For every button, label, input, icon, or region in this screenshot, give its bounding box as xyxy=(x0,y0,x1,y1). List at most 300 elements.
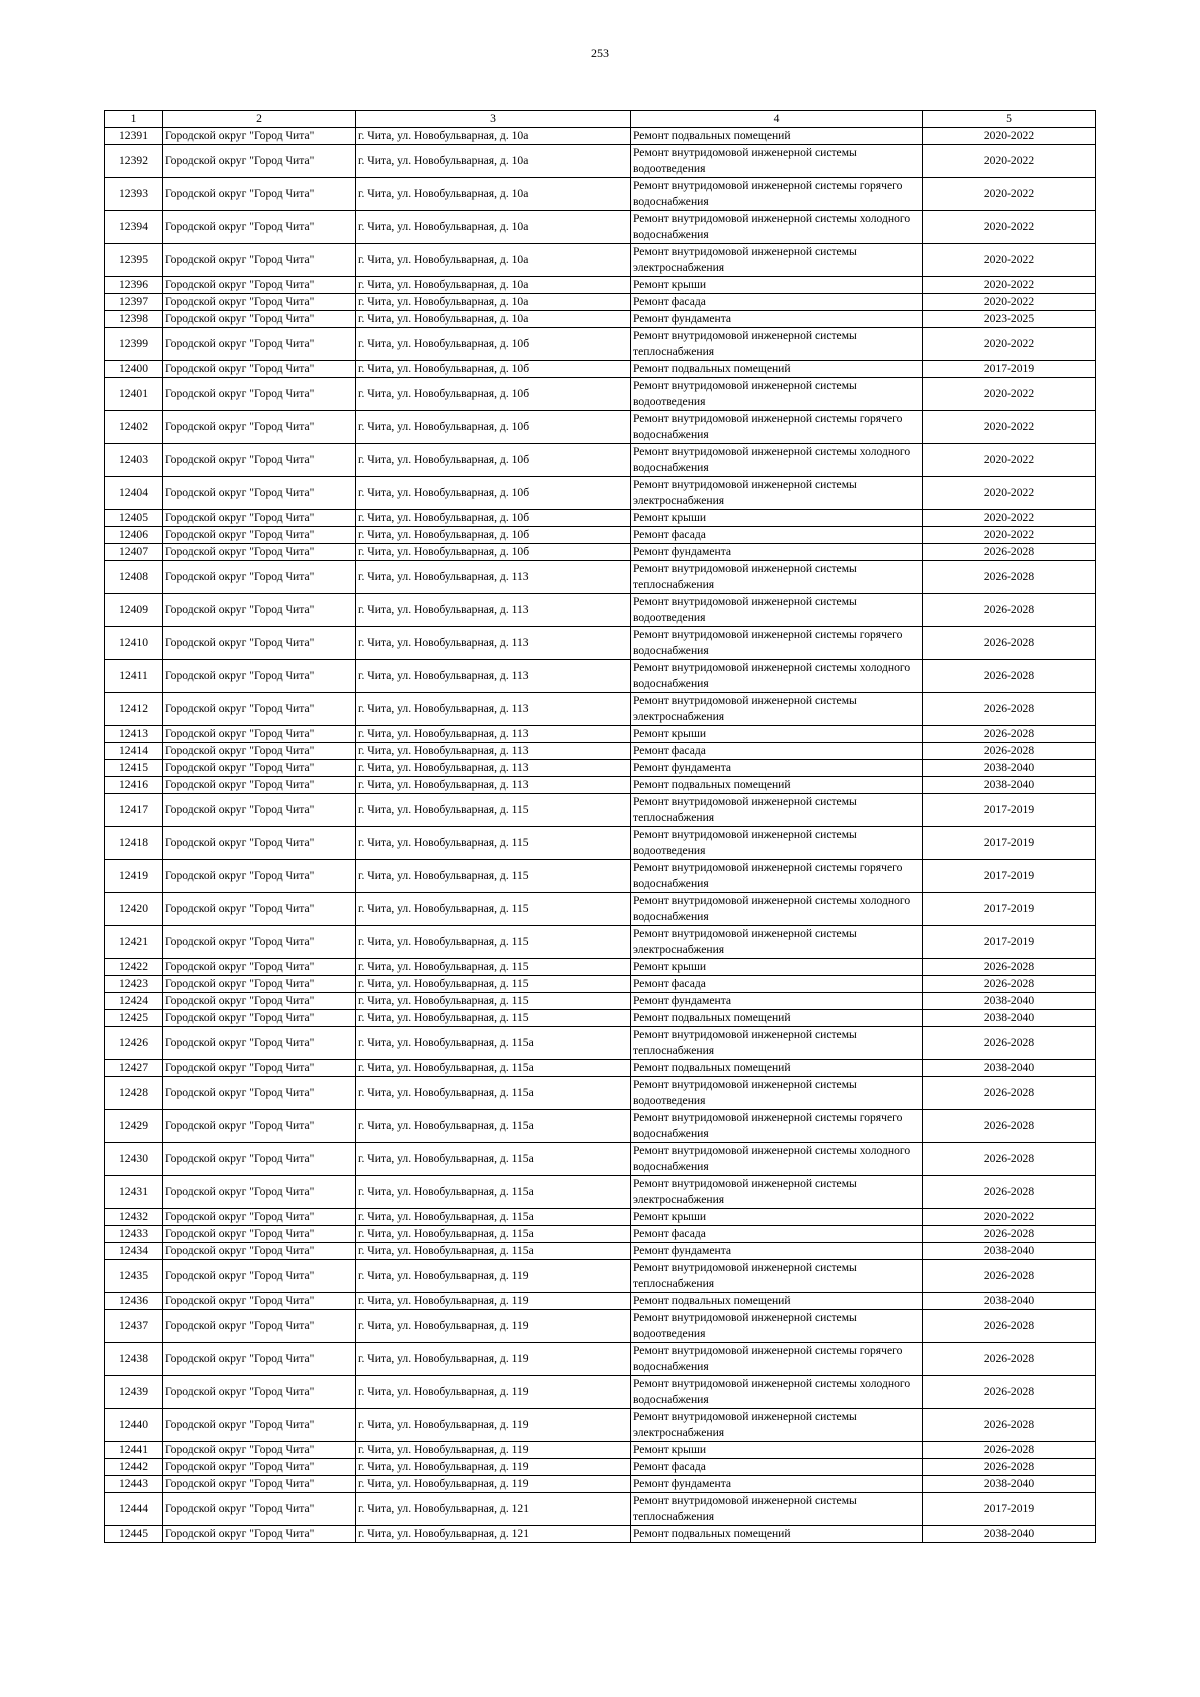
municipality-cell: Городской округ "Город Чита" xyxy=(163,743,356,760)
municipality-cell: Городской округ "Город Чита" xyxy=(163,328,356,361)
row-number-cell: 12421 xyxy=(105,926,163,959)
municipality-cell: Городской округ "Город Чита" xyxy=(163,1409,356,1442)
address-cell: г. Чита, ул. Новобульварная, д. 10а xyxy=(356,294,631,311)
repair-schedule-table xyxy=(104,110,1096,1543)
work-type-cell: Ремонт внутридомовой инженерной системы холодного водоснабжения xyxy=(631,893,923,926)
municipality-cell: Городской округ "Город Чита" xyxy=(163,594,356,627)
work-type-cell: Ремонт крыши xyxy=(631,1442,923,1459)
row-number-cell: 12418 xyxy=(105,827,163,860)
row-number-cell: 12401 xyxy=(105,378,163,411)
period-cell: 2038-2040 xyxy=(923,1010,1096,1027)
work-type-cell: Ремонт фундамента xyxy=(631,760,923,777)
row-number-cell: 12424 xyxy=(105,993,163,1010)
table-row xyxy=(105,1143,1096,1176)
row-number-cell: 12398 xyxy=(105,311,163,328)
table-row xyxy=(105,1493,1096,1526)
address-cell: г. Чита, ул. Новобульварная, д. 10б xyxy=(356,361,631,378)
work-type-cell: Ремонт крыши xyxy=(631,726,923,743)
municipality-cell: Городской округ "Город Чита" xyxy=(163,1243,356,1260)
work-type-cell: Ремонт внутридомовой инженерной системы теплоснабжения xyxy=(631,1260,923,1293)
period-cell: 2017-2019 xyxy=(923,860,1096,893)
work-type-cell: Ремонт внутридомовой инженерной системы водоотведения xyxy=(631,378,923,411)
work-type-cell: Ремонт внутридомовой инженерной системы холодного водоснабжения xyxy=(631,1143,923,1176)
row-number-cell: 12405 xyxy=(105,510,163,527)
municipality-cell: Городской округ "Город Чита" xyxy=(163,777,356,794)
table-row xyxy=(105,959,1096,976)
work-type-cell: Ремонт крыши xyxy=(631,959,923,976)
address-cell: г. Чита, ул. Новобульварная, д. 10а xyxy=(356,211,631,244)
address-cell: г. Чита, ул. Новобульварная, д. 10а xyxy=(356,311,631,328)
municipality-cell: Городской округ "Город Чита" xyxy=(163,1060,356,1077)
row-number-cell: 12406 xyxy=(105,527,163,544)
work-type-cell: Ремонт фундамента xyxy=(631,993,923,1010)
address-cell: г. Чита, ул. Новобульварная, д. 115а xyxy=(356,1060,631,1077)
municipality-cell: Городской округ "Город Чита" xyxy=(163,827,356,860)
municipality-cell: Городской округ "Город Чита" xyxy=(163,1110,356,1143)
address-cell: г. Чита, ул. Новобульварная, д. 119 xyxy=(356,1442,631,1459)
municipality-cell: Городской округ "Город Чита" xyxy=(163,1027,356,1060)
municipality-cell: Городской округ "Город Чита" xyxy=(163,1143,356,1176)
work-type-cell: Ремонт фасада xyxy=(631,1226,923,1243)
address-cell: г. Чита, ул. Новобульварная, д. 113 xyxy=(356,693,631,726)
period-cell: 2026-2028 xyxy=(923,1176,1096,1209)
table-row xyxy=(105,1027,1096,1060)
address-cell: г. Чита, ул. Новобульварная, д. 119 xyxy=(356,1459,631,1476)
table-row xyxy=(105,743,1096,760)
address-cell: г. Чита, ул. Новобульварная, д. 115 xyxy=(356,827,631,860)
address-cell: г. Чита, ул. Новобульварная, д. 115а xyxy=(356,1110,631,1143)
address-cell: г. Чита, ул. Новобульварная, д. 115а xyxy=(356,1143,631,1176)
address-cell: г. Чита, ул. Новобульварная, д. 113 xyxy=(356,594,631,627)
table-row xyxy=(105,860,1096,893)
work-type-cell: Ремонт внутридомовой инженерной системы водоотведения xyxy=(631,594,923,627)
work-type-cell: Ремонт подвальных помещений xyxy=(631,128,923,145)
municipality-cell: Городской округ "Город Чита" xyxy=(163,128,356,145)
work-type-cell: Ремонт внутридомовой инженерной системы горячего водоснабжения xyxy=(631,1110,923,1143)
row-number-cell: 12410 xyxy=(105,627,163,660)
period-cell: 2020-2022 xyxy=(923,411,1096,444)
address-cell: г. Чита, ул. Новобульварная, д. 115а xyxy=(356,1077,631,1110)
period-cell: 2020-2022 xyxy=(923,244,1096,277)
row-number-cell: 12400 xyxy=(105,361,163,378)
municipality-cell: Городской округ "Город Чита" xyxy=(163,726,356,743)
table-row xyxy=(105,693,1096,726)
work-type-cell: Ремонт внутридомовой инженерной системы электроснабжения xyxy=(631,693,923,726)
table-row xyxy=(105,211,1096,244)
municipality-cell: Городской округ "Город Чита" xyxy=(163,361,356,378)
period-cell: 2038-2040 xyxy=(923,1476,1096,1493)
column-header-3: 3 xyxy=(356,111,631,128)
table-body xyxy=(105,128,1096,1543)
row-number-cell: 12397 xyxy=(105,294,163,311)
period-cell: 2023-2025 xyxy=(923,311,1096,328)
row-number-cell: 12443 xyxy=(105,1476,163,1493)
row-number-cell: 12438 xyxy=(105,1343,163,1376)
municipality-cell: Городской округ "Город Чита" xyxy=(163,1310,356,1343)
address-cell: г. Чита, ул. Новобульварная, д. 119 xyxy=(356,1343,631,1376)
table-row xyxy=(105,361,1096,378)
work-type-cell: Ремонт внутридомовой инженерной системы водоотведения xyxy=(631,145,923,178)
row-number-cell: 12439 xyxy=(105,1376,163,1409)
row-number-cell: 12431 xyxy=(105,1176,163,1209)
period-cell: 2017-2019 xyxy=(923,827,1096,860)
work-type-cell: Ремонт внутридомовой инженерной системы электроснабжения xyxy=(631,244,923,277)
table-row xyxy=(105,378,1096,411)
period-cell: 2026-2028 xyxy=(923,627,1096,660)
address-cell: г. Чита, ул. Новобульварная, д. 121 xyxy=(356,1493,631,1526)
row-number-cell: 12409 xyxy=(105,594,163,627)
address-cell: г. Чита, ул. Новобульварная, д. 121 xyxy=(356,1526,631,1543)
column-header-2: 2 xyxy=(163,111,356,128)
municipality-cell: Городской округ "Город Чита" xyxy=(163,1442,356,1459)
address-cell: г. Чита, ул. Новобульварная, д. 115 xyxy=(356,926,631,959)
address-cell: г. Чита, ул. Новобульварная, д. 115а xyxy=(356,1243,631,1260)
row-number-cell: 12440 xyxy=(105,1409,163,1442)
municipality-cell: Городской округ "Город Чита" xyxy=(163,510,356,527)
municipality-cell: Городской округ "Город Чита" xyxy=(163,794,356,827)
table-row xyxy=(105,594,1096,627)
table-row xyxy=(105,145,1096,178)
work-type-cell: Ремонт фасада xyxy=(631,1459,923,1476)
municipality-cell: Городской округ "Город Чита" xyxy=(163,378,356,411)
column-header-4: 4 xyxy=(631,111,923,128)
period-cell: 2026-2028 xyxy=(923,1027,1096,1060)
table-row xyxy=(105,1293,1096,1310)
period-cell: 2038-2040 xyxy=(923,760,1096,777)
table-row xyxy=(105,544,1096,561)
period-cell: 2020-2022 xyxy=(923,128,1096,145)
period-cell: 2026-2028 xyxy=(923,660,1096,693)
row-number-cell: 12425 xyxy=(105,1010,163,1027)
table-row xyxy=(105,328,1096,361)
row-number-cell: 12434 xyxy=(105,1243,163,1260)
work-type-cell: Ремонт внутридомовой инженерной системы водоотведения xyxy=(631,1310,923,1343)
period-cell: 2038-2040 xyxy=(923,1060,1096,1077)
table-row xyxy=(105,794,1096,827)
period-cell: 2026-2028 xyxy=(923,1226,1096,1243)
period-cell: 2026-2028 xyxy=(923,544,1096,561)
table-row xyxy=(105,1110,1096,1143)
period-cell: 2038-2040 xyxy=(923,1293,1096,1310)
work-type-cell: Ремонт внутридомовой инженерной системы горячего водоснабжения xyxy=(631,411,923,444)
table-row xyxy=(105,760,1096,777)
address-cell: г. Чита, ул. Новобульварная, д. 115 xyxy=(356,976,631,993)
municipality-cell: Городской округ "Город Чита" xyxy=(163,926,356,959)
address-cell: г. Чита, ул. Новобульварная, д. 113 xyxy=(356,561,631,594)
work-type-cell: Ремонт внутридомовой инженерной системы горячего водоснабжения xyxy=(631,1343,923,1376)
work-type-cell: Ремонт внутридомовой инженерной системы электроснабжения xyxy=(631,1409,923,1442)
period-cell: 2026-2028 xyxy=(923,1260,1096,1293)
table-row xyxy=(105,477,1096,510)
municipality-cell: Городской округ "Город Чита" xyxy=(163,893,356,926)
row-number-cell: 12429 xyxy=(105,1110,163,1143)
table-row xyxy=(105,1260,1096,1293)
work-type-cell: Ремонт подвальных помещений xyxy=(631,777,923,794)
municipality-cell: Городской округ "Город Чита" xyxy=(163,1209,356,1226)
row-number-cell: 12428 xyxy=(105,1077,163,1110)
address-cell: г. Чита, ул. Новобульварная, д. 10а xyxy=(356,277,631,294)
table-header xyxy=(105,111,1096,128)
period-cell: 2026-2028 xyxy=(923,1409,1096,1442)
address-cell: г. Чита, ул. Новобульварная, д. 115а xyxy=(356,1027,631,1060)
period-cell: 2020-2022 xyxy=(923,211,1096,244)
work-type-cell: Ремонт фундамента xyxy=(631,311,923,328)
table-row xyxy=(105,1209,1096,1226)
address-cell: г. Чита, ул. Новобульварная, д. 119 xyxy=(356,1293,631,1310)
period-cell: 2026-2028 xyxy=(923,976,1096,993)
municipality-cell: Городской округ "Город Чита" xyxy=(163,993,356,1010)
address-cell: г. Чита, ул. Новобульварная, д. 115а xyxy=(356,1209,631,1226)
period-cell: 2020-2022 xyxy=(923,294,1096,311)
address-cell: г. Чита, ул. Новобульварная, д. 119 xyxy=(356,1376,631,1409)
table-row xyxy=(105,627,1096,660)
period-cell: 2026-2028 xyxy=(923,1077,1096,1110)
period-cell: 2020-2022 xyxy=(923,328,1096,361)
work-type-cell: Ремонт внутридомовой инженерной системы теплоснабжения xyxy=(631,1493,923,1526)
row-number-cell: 12408 xyxy=(105,561,163,594)
municipality-cell: Городской округ "Город Чита" xyxy=(163,1010,356,1027)
address-cell: г. Чита, ул. Новобульварная, д. 10б xyxy=(356,378,631,411)
row-number-cell: 12433 xyxy=(105,1226,163,1243)
municipality-cell: Городской округ "Город Чита" xyxy=(163,1260,356,1293)
row-number-cell: 12427 xyxy=(105,1060,163,1077)
table-row xyxy=(105,1243,1096,1260)
address-cell: г. Чита, ул. Новобульварная, д. 113 xyxy=(356,743,631,760)
municipality-cell: Городской округ "Город Чита" xyxy=(163,693,356,726)
period-cell: 2026-2028 xyxy=(923,726,1096,743)
period-cell: 2017-2019 xyxy=(923,926,1096,959)
table-row xyxy=(105,1442,1096,1459)
municipality-cell: Городской округ "Город Чита" xyxy=(163,1459,356,1476)
table-row xyxy=(105,1409,1096,1442)
address-cell: г. Чита, ул. Новобульварная, д. 10б xyxy=(356,328,631,361)
table-row xyxy=(105,993,1096,1010)
row-number-cell: 12435 xyxy=(105,1260,163,1293)
period-cell: 2026-2028 xyxy=(923,1459,1096,1476)
address-cell: г. Чита, ул. Новобульварная, д. 10а xyxy=(356,244,631,277)
table-row xyxy=(105,1476,1096,1493)
row-number-cell: 12412 xyxy=(105,693,163,726)
address-cell: г. Чита, ул. Новобульварная, д. 10б xyxy=(356,544,631,561)
work-type-cell: Ремонт фасада xyxy=(631,294,923,311)
period-cell: 2026-2028 xyxy=(923,1442,1096,1459)
work-type-cell: Ремонт фундамента xyxy=(631,1476,923,1493)
period-cell: 2038-2040 xyxy=(923,1243,1096,1260)
municipality-cell: Городской округ "Город Чита" xyxy=(163,411,356,444)
row-number-cell: 12411 xyxy=(105,660,163,693)
period-cell: 2017-2019 xyxy=(923,1493,1096,1526)
municipality-cell: Городской округ "Город Чита" xyxy=(163,527,356,544)
row-number-cell: 12399 xyxy=(105,328,163,361)
table-row xyxy=(105,1176,1096,1209)
table-row xyxy=(105,1310,1096,1343)
address-cell: г. Чита, ул. Новобульварная, д. 115 xyxy=(356,993,631,1010)
row-number-cell: 12404 xyxy=(105,477,163,510)
row-number-cell: 12445 xyxy=(105,1526,163,1543)
row-number-cell: 12444 xyxy=(105,1493,163,1526)
work-type-cell: Ремонт внутридомовой инженерной системы электроснабжения xyxy=(631,926,923,959)
municipality-cell: Городской округ "Город Чита" xyxy=(163,145,356,178)
municipality-cell: Городской округ "Город Чита" xyxy=(163,1226,356,1243)
work-type-cell: Ремонт фасада xyxy=(631,743,923,760)
period-cell: 2020-2022 xyxy=(923,145,1096,178)
address-cell: г. Чита, ул. Новобульварная, д. 119 xyxy=(356,1409,631,1442)
row-number-cell: 12396 xyxy=(105,277,163,294)
address-cell: г. Чита, ул. Новобульварная, д. 115 xyxy=(356,794,631,827)
row-number-cell: 12417 xyxy=(105,794,163,827)
row-number-cell: 12437 xyxy=(105,1310,163,1343)
period-cell: 2026-2028 xyxy=(923,1310,1096,1343)
table-row xyxy=(105,827,1096,860)
municipality-cell: Городской округ "Город Чита" xyxy=(163,544,356,561)
municipality-cell: Городской округ "Город Чита" xyxy=(163,444,356,477)
municipality-cell: Городской округ "Город Чита" xyxy=(163,1176,356,1209)
table-row xyxy=(105,1526,1096,1543)
municipality-cell: Городской округ "Город Чита" xyxy=(163,1526,356,1543)
municipality-cell: Городской округ "Город Чита" xyxy=(163,1476,356,1493)
period-cell: 2026-2028 xyxy=(923,693,1096,726)
municipality-cell: Городской округ "Город Чита" xyxy=(163,294,356,311)
table-row xyxy=(105,527,1096,544)
period-cell: 2026-2028 xyxy=(923,561,1096,594)
row-number-cell: 12441 xyxy=(105,1442,163,1459)
period-cell: 2017-2019 xyxy=(923,794,1096,827)
table-row xyxy=(105,1060,1096,1077)
period-cell: 2026-2028 xyxy=(923,1376,1096,1409)
address-cell: г. Чита, ул. Новобульварная, д. 113 xyxy=(356,627,631,660)
row-number-cell: 12422 xyxy=(105,959,163,976)
row-number-cell: 12423 xyxy=(105,976,163,993)
municipality-cell: Городской округ "Город Чита" xyxy=(163,311,356,328)
period-cell: 2020-2022 xyxy=(923,277,1096,294)
address-cell: г. Чита, ул. Новобульварная, д. 113 xyxy=(356,726,631,743)
period-cell: 2017-2019 xyxy=(923,361,1096,378)
row-number-cell: 12442 xyxy=(105,1459,163,1476)
work-type-cell: Ремонт подвальных помещений xyxy=(631,1526,923,1543)
row-number-cell: 12392 xyxy=(105,145,163,178)
address-cell: г. Чита, ул. Новобульварная, д. 10б xyxy=(356,477,631,510)
row-number-cell: 12436 xyxy=(105,1293,163,1310)
period-cell: 2026-2028 xyxy=(923,959,1096,976)
table-row xyxy=(105,1376,1096,1409)
table-row xyxy=(105,1077,1096,1110)
address-cell: г. Чита, ул. Новобульварная, д. 115 xyxy=(356,1010,631,1027)
table-row xyxy=(105,510,1096,527)
row-number-cell: 12402 xyxy=(105,411,163,444)
work-type-cell: Ремонт внутридомовой инженерной системы теплоснабжения xyxy=(631,561,923,594)
period-cell: 2020-2022 xyxy=(923,378,1096,411)
municipality-cell: Городской округ "Город Чита" xyxy=(163,959,356,976)
municipality-cell: Городской округ "Город Чита" xyxy=(163,178,356,211)
header-row xyxy=(105,111,1096,128)
municipality-cell: Городской округ "Город Чита" xyxy=(163,660,356,693)
table-row xyxy=(105,244,1096,277)
work-type-cell: Ремонт внутридомовой инженерной системы холодного водоснабжения xyxy=(631,660,923,693)
row-number-cell: 12416 xyxy=(105,777,163,794)
period-cell: 2026-2028 xyxy=(923,1143,1096,1176)
row-number-cell: 12413 xyxy=(105,726,163,743)
table-row xyxy=(105,1343,1096,1376)
row-number-cell: 12426 xyxy=(105,1027,163,1060)
period-cell: 2026-2028 xyxy=(923,743,1096,760)
row-number-cell: 12395 xyxy=(105,244,163,277)
address-cell: г. Чита, ул. Новобульварная, д. 115 xyxy=(356,860,631,893)
address-cell: г. Чита, ул. Новобульварная, д. 10б xyxy=(356,527,631,544)
municipality-cell: Городской округ "Город Чита" xyxy=(163,477,356,510)
table-row xyxy=(105,1226,1096,1243)
table-row xyxy=(105,777,1096,794)
period-cell: 2017-2019 xyxy=(923,893,1096,926)
address-cell: г. Чита, ул. Новобульварная, д. 119 xyxy=(356,1310,631,1343)
period-cell: 2038-2040 xyxy=(923,777,1096,794)
row-number-cell: 12432 xyxy=(105,1209,163,1226)
row-number-cell: 12420 xyxy=(105,893,163,926)
work-type-cell: Ремонт внутридомовой инженерной системы теплоснабжения xyxy=(631,794,923,827)
page-number: 253 xyxy=(591,46,609,60)
row-number-cell: 12414 xyxy=(105,743,163,760)
table-row xyxy=(105,128,1096,145)
period-cell: 2020-2022 xyxy=(923,1209,1096,1226)
work-type-cell: Ремонт внутридомовой инженерной системы холодного водоснабжения xyxy=(631,211,923,244)
row-number-cell: 12393 xyxy=(105,178,163,211)
municipality-cell: Городской округ "Город Чита" xyxy=(163,860,356,893)
municipality-cell: Городской округ "Город Чита" xyxy=(163,1376,356,1409)
municipality-cell: Городской округ "Город Чита" xyxy=(163,561,356,594)
work-type-cell: Ремонт внутридомовой инженерной системы горячего водоснабжения xyxy=(631,860,923,893)
work-type-cell: Ремонт внутридомовой инженерной системы водоотведения xyxy=(631,827,923,860)
table-row xyxy=(105,726,1096,743)
work-type-cell: Ремонт крыши xyxy=(631,510,923,527)
address-cell: г. Чита, ул. Новобульварная, д. 115 xyxy=(356,893,631,926)
municipality-cell: Городской округ "Город Чита" xyxy=(163,1343,356,1376)
period-cell: 2020-2022 xyxy=(923,527,1096,544)
municipality-cell: Городской округ "Город Чита" xyxy=(163,1493,356,1526)
work-type-cell: Ремонт подвальных помещений xyxy=(631,1010,923,1027)
period-cell: 2038-2040 xyxy=(923,1526,1096,1543)
municipality-cell: Городской округ "Город Чита" xyxy=(163,277,356,294)
row-number-cell: 12407 xyxy=(105,544,163,561)
municipality-cell: Городской округ "Город Чита" xyxy=(163,1293,356,1310)
address-cell: г. Чита, ул. Новобульварная, д. 115а xyxy=(356,1176,631,1209)
address-cell: г. Чита, ул. Новобульварная, д. 10а xyxy=(356,128,631,145)
address-cell: г. Чита, ул. Новобульварная, д. 113 xyxy=(356,760,631,777)
row-number-cell: 12430 xyxy=(105,1143,163,1176)
address-cell: г. Чита, ул. Новобульварная, д. 10а xyxy=(356,145,631,178)
work-type-cell: Ремонт внутридомовой инженерной системы теплоснабжения xyxy=(631,1027,923,1060)
table-row xyxy=(105,660,1096,693)
column-header-5: 5 xyxy=(923,111,1096,128)
period-cell: 2026-2028 xyxy=(923,1343,1096,1376)
column-header-1: 1 xyxy=(105,111,163,128)
municipality-cell: Городской округ "Город Чита" xyxy=(163,627,356,660)
address-cell: г. Чита, ул. Новобульварная, д. 10б xyxy=(356,510,631,527)
work-type-cell: Ремонт подвальных помещений xyxy=(631,1060,923,1077)
work-type-cell: Ремонт внутридомовой инженерной системы электроснабжения xyxy=(631,1176,923,1209)
work-type-cell: Ремонт внутридомовой инженерной системы холодного водоснабжения xyxy=(631,444,923,477)
period-cell: 2026-2028 xyxy=(923,594,1096,627)
work-type-cell: Ремонт внутридомовой инженерной системы водоотведения xyxy=(631,1077,923,1110)
period-cell: 2038-2040 xyxy=(923,993,1096,1010)
address-cell: г. Чита, ул. Новобульварная, д. 10б xyxy=(356,444,631,477)
work-type-cell: Ремонт внутридомовой инженерной системы горячего водоснабжения xyxy=(631,178,923,211)
table-row xyxy=(105,893,1096,926)
work-type-cell: Ремонт крыши xyxy=(631,1209,923,1226)
table-row xyxy=(105,976,1096,993)
address-cell: г. Чита, ул. Новобульварная, д. 115а xyxy=(356,1226,631,1243)
table-row xyxy=(105,1010,1096,1027)
address-cell: г. Чита, ул. Новобульварная, д. 10а xyxy=(356,178,631,211)
municipality-cell: Городской округ "Город Чита" xyxy=(163,1077,356,1110)
